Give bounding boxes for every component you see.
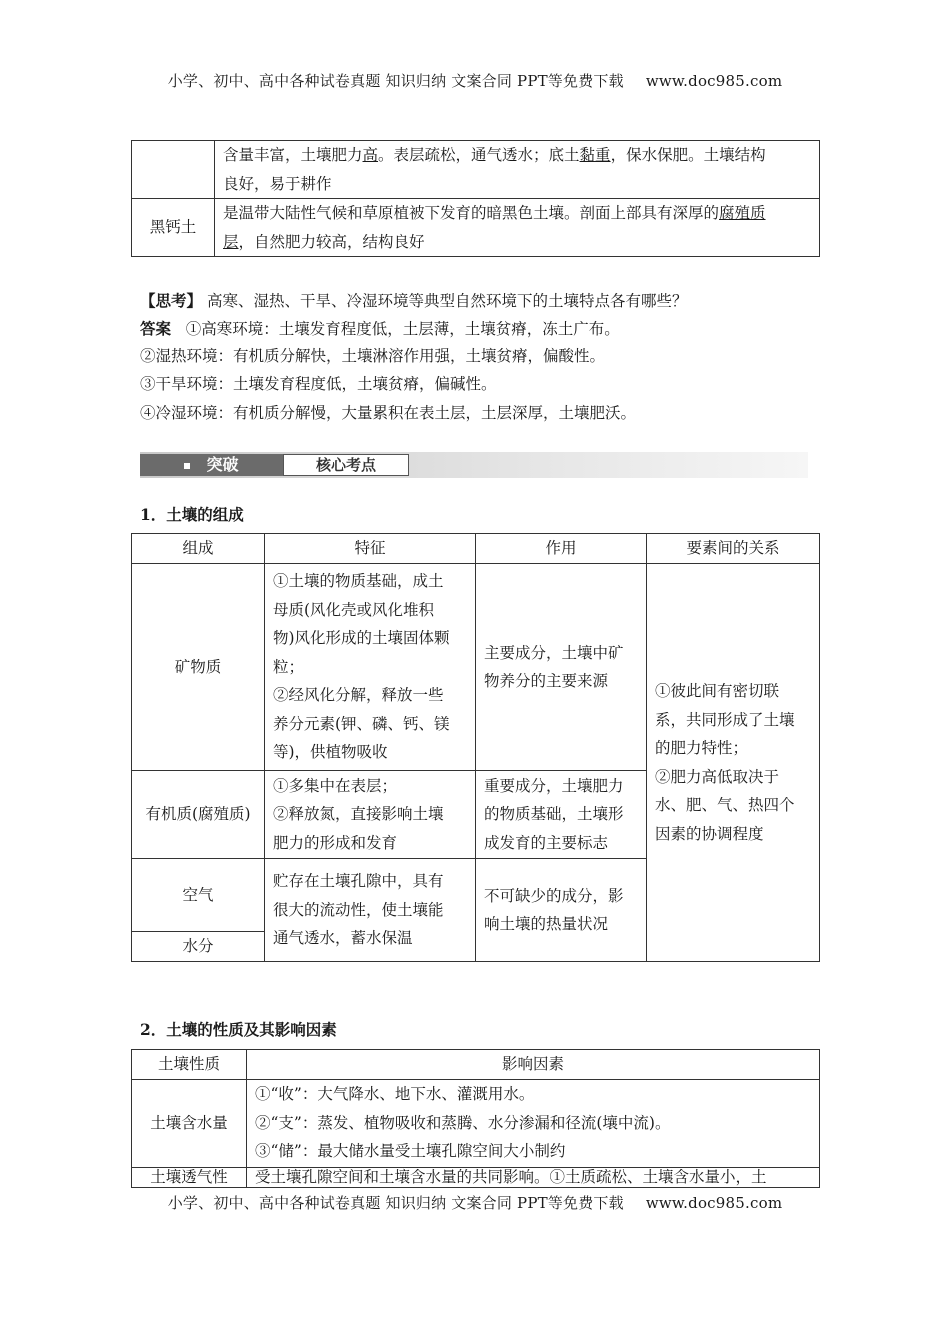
mineral-use: 主要成分，土壤中矿 物养分的主要来源 — [476, 564, 647, 771]
soil-property-table — [131, 1049, 820, 1188]
header-cell: 作用 — [476, 534, 647, 564]
moisture-name: 土壤含水量 — [132, 1079, 247, 1167]
soil-desc-cell: 是温带大陆性气候和草原植被下发育的暗黑色土壤。剖面上部具有深厚的腐殖质 层，自然肥力较高，结构良好 — [215, 199, 820, 257]
air-water-use: 不可缺少的成分，影 响土壤的热量状况 — [476, 859, 647, 962]
organic-name: 有机质(腐殖质) — [132, 771, 265, 859]
organic-feature: ①多集中在表层； ②释放氮，直接影响土壤 肥力的形成和发育 — [265, 771, 476, 859]
section2-title: 2．土壤的性质及其影响因素 — [140, 1020, 337, 1039]
mineral-feature: ①土壤的物质基础，成土 母质(风化壳或风化堆积 物)风化形成的土壤固体颗 粒； ②经风化分解，释放一些 养分元素(钾、磷、钙、镁 等)，供植物吸收 — [265, 564, 476, 771]
air-name: 空气 — [132, 859, 265, 932]
soil-composition-table — [131, 533, 820, 962]
air-water-feature: 贮存在土壤孔隙中，具有 很大的流动性，使土壤能 通气透水，蓄水保温 — [265, 859, 476, 962]
water-name: 水分 — [132, 932, 265, 962]
section1-title: 1．土壤的组成 — [140, 505, 244, 524]
aeration-name: 土壤透气性 — [132, 1167, 247, 1187]
header-cell: 特征 — [265, 534, 476, 564]
section-banner — [140, 452, 808, 478]
header-cell: 要素间的关系 — [647, 534, 820, 564]
answer-line-1: 答案 ①高寒环境：土壤发育程度低，土层薄，土壤贫瘠，冻土广布。 — [140, 319, 620, 338]
answer-line-2: ②湿热环境：有机质分解快，土壤淋溶作用强，土壤贫瘠，偏酸性。 — [140, 347, 606, 365]
banner-light-label: 核心考点 — [283, 454, 409, 476]
footer-text: 小学、初中、高中各种试卷真题 知识归纳 文案合同 PPT等免费下载 — [167, 1194, 624, 1212]
organic-use: 重要成分，土壤肥力 的物质基础，土壤形 成发育的主要标志 — [476, 771, 647, 859]
answer-line-4: ④冷湿环境：有机质分解慢，大量累积在表土层，土层深厚，土壤肥沃。 — [140, 404, 637, 422]
header-text: 小学、初中、高中各种试卷真题 知识归纳 文案合同 PPT等免费下载 — [167, 72, 624, 90]
header-cell: 组成 — [132, 534, 265, 564]
header-cell: 土壤性质 — [132, 1050, 247, 1080]
relation-cell: ①彼此间有密切联 系，共同形成了土壤 的肥力特性； ②肥力高低取决于 水、肥、气、热四个 因素的协调程度 — [647, 564, 820, 962]
mineral-name: 矿物质 — [132, 564, 265, 771]
banner-dark-label: 突破 — [140, 454, 283, 476]
footer-site: www.doc985.com — [645, 1194, 783, 1212]
soil-name-cell: 黑钙土 — [132, 199, 215, 257]
soil-desc-cell: 含量丰富，土壤肥力高。表层疏松，通气透水；底土黏重，保水保肥。土壤结构 良好，易于耕作 — [215, 141, 820, 199]
soil-type-table — [131, 140, 820, 257]
answer-line-3: ③干旱环境：土壤发育程度低，土壤贫瘠，偏碱性。 — [140, 375, 497, 393]
empty-cell — [132, 141, 215, 199]
header-site: www.doc985.com — [645, 72, 783, 90]
moisture-factors: ①“收”：大气降水、地下水、灌溉用水。 ②“支”：蒸发、植物吸收和蒸腾、水分渗漏和径流(壤中流)。 ③“储”：最大储水量受土壤孔隙空间大小制约 — [247, 1079, 820, 1167]
header-cell: 影响因素 — [247, 1050, 820, 1080]
page-header — [0, 70, 950, 91]
page-footer — [0, 1192, 950, 1214]
aeration-factors: 受土壤孔隙空间和土壤含水量的共同影响。①土质疏松、土壤含水量小，土 — [247, 1167, 820, 1187]
think-question: 【思考】 高寒、湿热、干旱、冷湿环境等典型自然环境下的土壤特点各有哪些？ — [140, 291, 688, 310]
